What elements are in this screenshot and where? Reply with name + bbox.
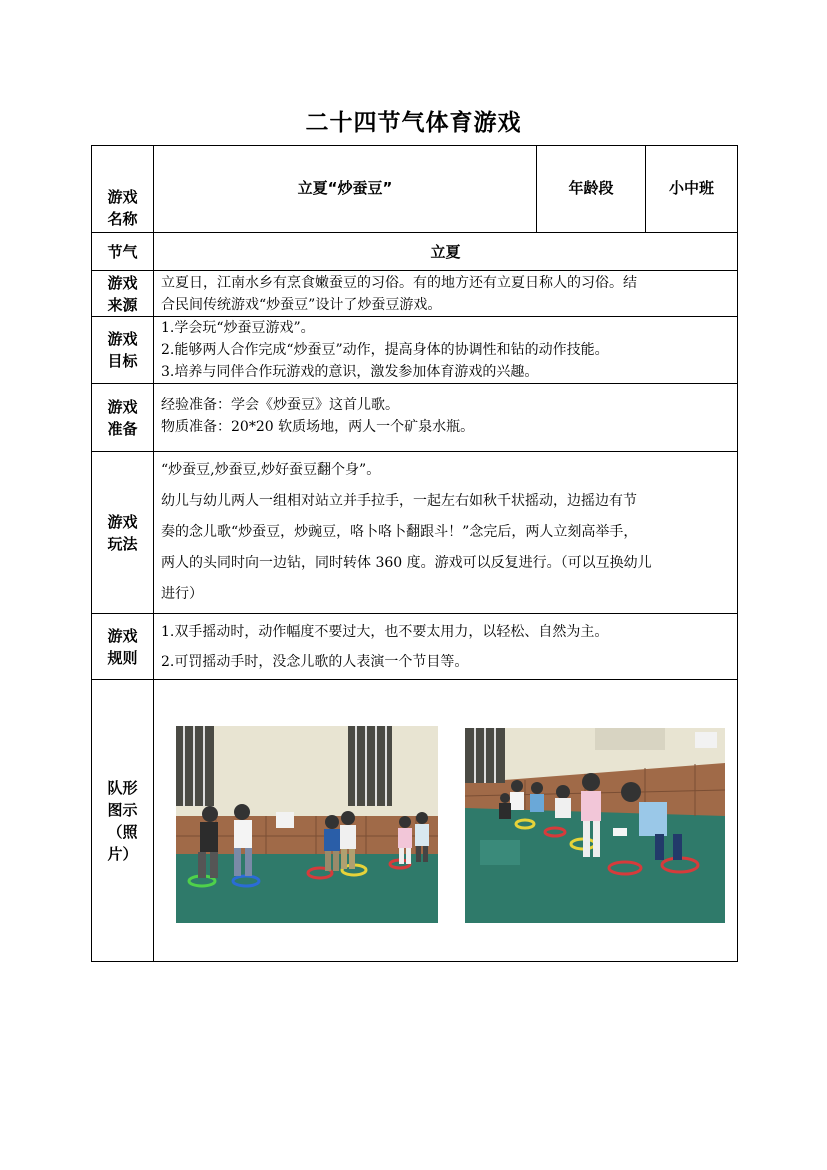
label-line: （照 xyxy=(107,822,138,841)
goals-text xyxy=(154,317,738,384)
prep-line: 经验准备：学会《炒蚕豆》这首儿歌。 xyxy=(161,397,399,413)
name-label xyxy=(92,146,154,233)
play-text xyxy=(154,452,738,614)
formation-photos xyxy=(154,680,738,962)
play-line: 幼儿与幼儿两人一组相对站立并手拉手，一起左右如秋千状摇动，边摇边有节 xyxy=(161,493,637,509)
solar-term-value: 立夏 xyxy=(154,233,738,271)
label-line: 规则 xyxy=(107,648,138,667)
formation-photo-2 xyxy=(465,728,725,923)
goal-line: 2.能够两人合作完成“炒蚕豆”动作，提高身体的协调性和钻的动作技能。 xyxy=(161,342,609,358)
game-table xyxy=(91,145,738,962)
play-line: 两人的头同时向一边钻，同时转体 360 度。游戏可以反复进行。（可以互换幼儿 xyxy=(161,555,652,571)
goal-line: 1.学会玩“炒蚕豆游戏”。 xyxy=(161,320,315,336)
row-play xyxy=(92,452,738,614)
age-label: 年龄段 xyxy=(537,146,646,233)
formation-label xyxy=(92,680,154,962)
rule-line: 1.双手摇动时，动作幅度不要过大，也不要太用力，以轻松、自然为主。 xyxy=(161,623,609,640)
label-line: 游戏 xyxy=(107,512,138,531)
play-label xyxy=(92,452,154,614)
label-line: 游戏 xyxy=(107,330,138,348)
label-line: 目标 xyxy=(107,352,138,370)
prep-text xyxy=(154,384,738,452)
label-line: 玩法 xyxy=(107,534,138,553)
play-line: “炒蚕豆,炒蚕豆,炒好蚕豆翻个身”。 xyxy=(161,462,381,478)
play-line: 奏的念儿歌“炒蚕豆，炒豌豆，咯卜咯卜翻跟斗！”念完后，两人立刻高举手， xyxy=(161,524,638,540)
label-line: 游戏 xyxy=(107,397,138,416)
page-title: 二十四节气体育游戏 xyxy=(305,110,522,136)
label-line: 片） xyxy=(107,844,138,863)
label-line: 名称 xyxy=(107,210,138,228)
label-line: 游戏 xyxy=(107,273,138,292)
game-name: 立夏“炒蚕豆” xyxy=(154,146,537,233)
prep-line: 物质准备：20*20 软质场地，两人一个矿泉水瓶。 xyxy=(161,419,475,435)
row-formation xyxy=(92,680,738,962)
label-line: 来源 xyxy=(107,295,138,314)
play-line: 进行） xyxy=(161,586,203,602)
label-line: 游戏 xyxy=(107,188,138,206)
goal-line: 3.培养与同伴合作玩游戏的意识，激发参加体育游戏的兴趣。 xyxy=(161,364,539,380)
age-value: 小中班 xyxy=(646,146,738,233)
rules-label xyxy=(92,614,154,680)
formation-photo-1 xyxy=(176,726,438,923)
row-game-name xyxy=(92,146,738,233)
photo-1-image xyxy=(176,726,438,923)
label-line: 游戏 xyxy=(107,626,138,645)
goals-label xyxy=(92,317,154,384)
photo-2-image xyxy=(465,728,725,923)
solar-term-label: 节气 xyxy=(92,233,154,271)
prep-label xyxy=(92,384,154,452)
origin-text xyxy=(154,271,738,317)
row-origin xyxy=(92,271,738,317)
rule-line: 2.可罚摇动手时，没念儿歌的人表演一个节目等。 xyxy=(161,653,469,670)
label-line: 图示 xyxy=(107,800,138,819)
label-line: 准备 xyxy=(107,419,138,438)
row-rules xyxy=(92,614,738,680)
label-line: 队形 xyxy=(107,778,138,797)
rules-text xyxy=(154,614,738,680)
row-prep xyxy=(92,384,738,452)
origin-line: 合民间传统游戏“炒蚕豆”设计了炒蚕豆游戏。 xyxy=(161,296,442,313)
origin-label xyxy=(92,271,154,317)
origin-line: 立夏日，江南水乡有烹食嫩蚕豆的习俗。有的地方还有立夏日称人的习俗。结 xyxy=(161,274,637,291)
row-solar-term xyxy=(92,233,738,271)
row-goals xyxy=(92,317,738,384)
